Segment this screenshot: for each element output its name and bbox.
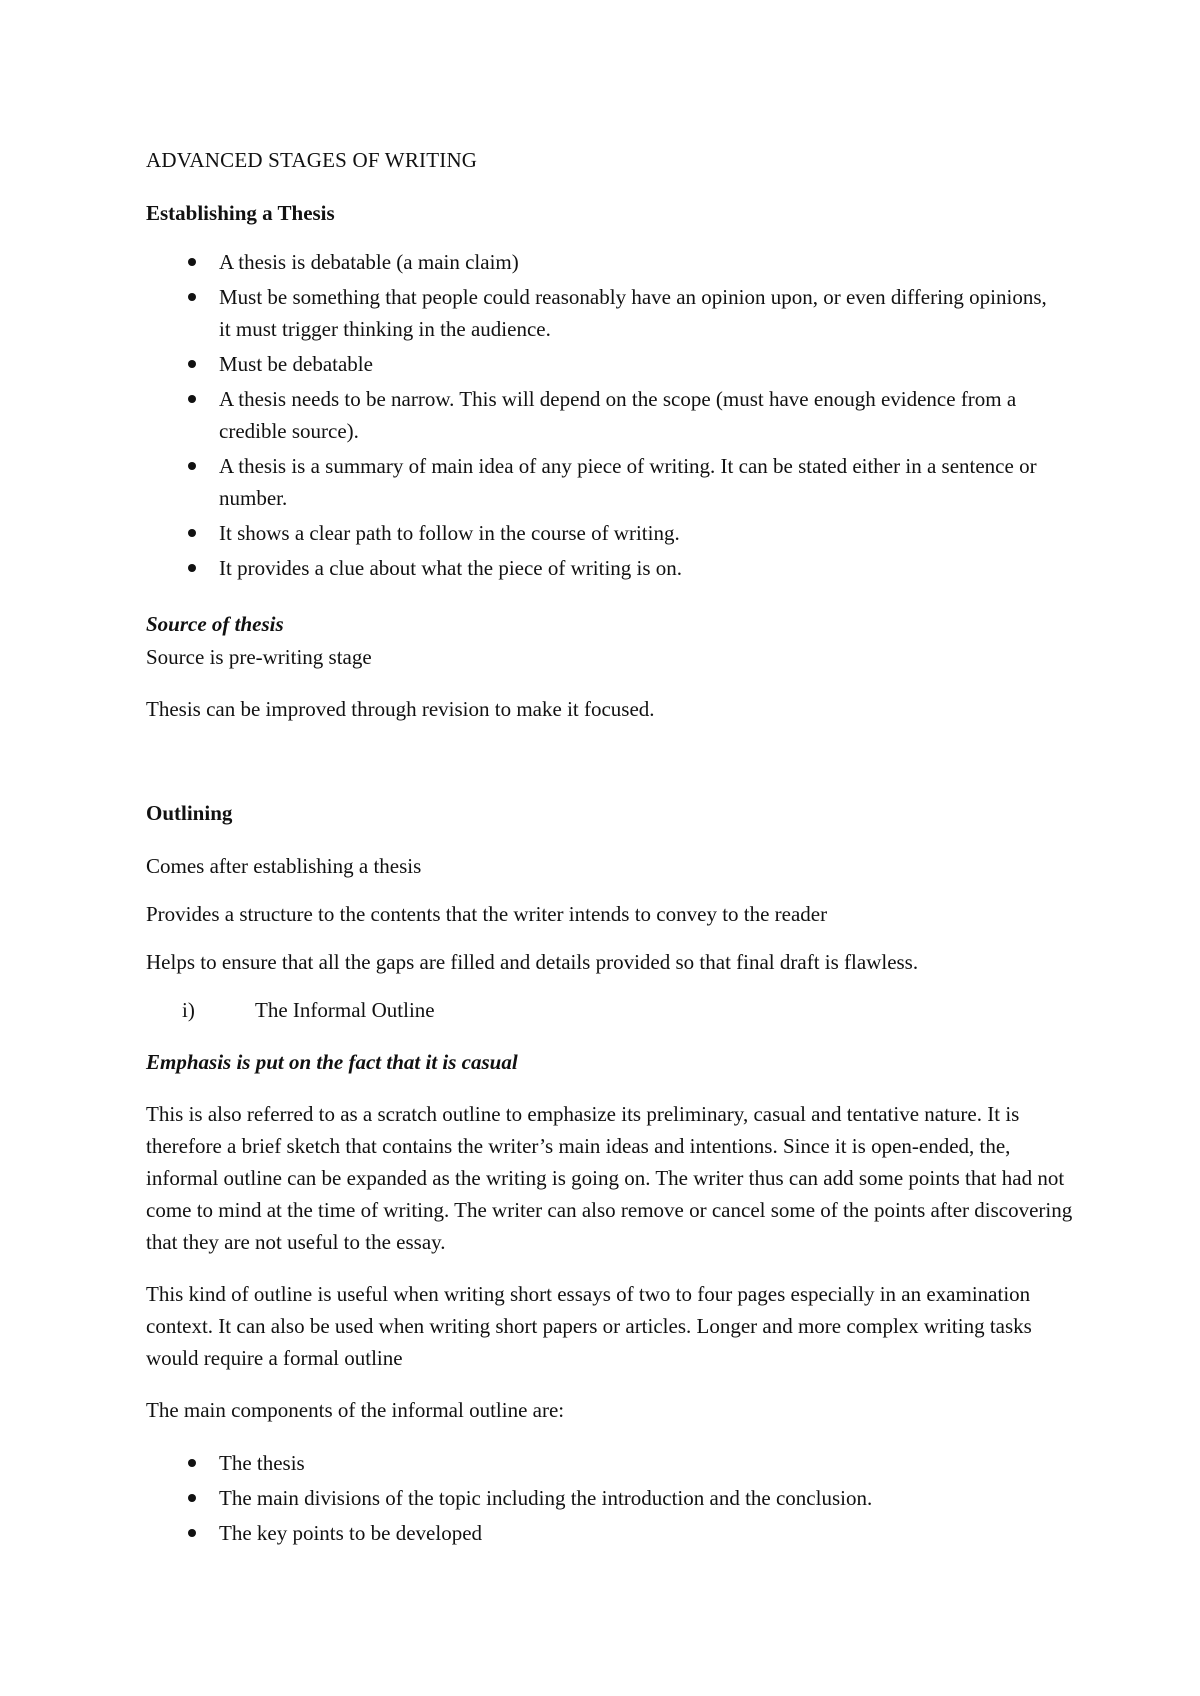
document-title: ADVANCED STAGES OF WRITING [146,148,478,172]
list-item: The main divisions of the topic including the introduction and the conclusion. [146,1482,1076,1514]
bullet-dot-icon [188,258,196,266]
outlining-para-6: The main components of the informal outline are: [146,1398,565,1422]
thesis-improve-text: Thesis can be improved through revision to make it focused. [146,697,655,721]
thesis-bullet-list [146,246,1076,587]
roman-item-text: The Informal Outline [255,998,435,1022]
list-item: It provides a clue about what the piece of writing is on. [146,552,1076,584]
section-heading-thesis: Establishing a Thesis [146,201,335,225]
bullet-dot-icon [188,293,196,301]
outlining-para-5: This kind of outline is useful when writing short essays of two to four pages especially in an examination context. It can also be used when writing short papers or articles. Longer and more complex writing tasks would require a formal outline [146,1282,1032,1370]
bullet-dot-icon [188,529,196,537]
bullet-dot-icon [188,360,196,368]
outlining-para-2: Provides a structure to the contents that the writer intends to convey to the reader [146,902,828,926]
outlining-para-3: Helps to ensure that all the gaps are filled and details provided so that final draft is flawless. [146,950,919,974]
list-item: A thesis needs to be narrow. This will depend on the scope (must have enough evidence from a credible source). [146,383,1076,447]
emphasis-heading: Emphasis is put on the fact that it is casual [146,1050,518,1074]
list-item: The key points to be developed [146,1517,1076,1549]
source-text: Source is pre-writing stage [146,645,372,669]
bullet-dot-icon [188,1529,196,1537]
bullet-dot-icon [188,395,196,403]
outlining-para-1: Comes after establishing a thesis [146,854,422,878]
bullet-dot-icon [188,564,196,572]
list-item: A thesis is a summary of main idea of any piece of writing. It can be stated either in a sentence or number. [146,450,1076,514]
list-item: A thesis is debatable (a main claim) [146,246,1076,278]
roman-numeral: i) [182,998,195,1022]
components-bullet-list [146,1447,1076,1552]
list-item: The thesis [146,1447,1076,1479]
list-item: It shows a clear path to follow in the course of writing. [146,517,1076,549]
bullet-dot-icon [188,1459,196,1467]
source-of-thesis-heading: Source of thesis [146,612,284,636]
outlining-para-4: This is also referred to as a scratch outline to emphasize its preliminary, casual and tentative nature. It is therefore a brief sketch that contains the writer’s main ideas and intentions. Since it is open-ended, the, informal outline can be expanded as the writing is going on. The writer thus can add some points that had not come to mind at the time of writing. The writer can also remove or cancel some of the points after discovering that they are not useful to the essay. [146,1102,1073,1254]
bullet-dot-icon [188,462,196,470]
list-item: Must be debatable [146,348,1076,380]
section-heading-outlining: Outlining [146,801,233,825]
list-item: Must be something that people could reasonably have an opinion upon, or even differing opinions, it must trigger thinking in the audience. [146,281,1076,345]
bullet-dot-icon [188,1494,196,1502]
